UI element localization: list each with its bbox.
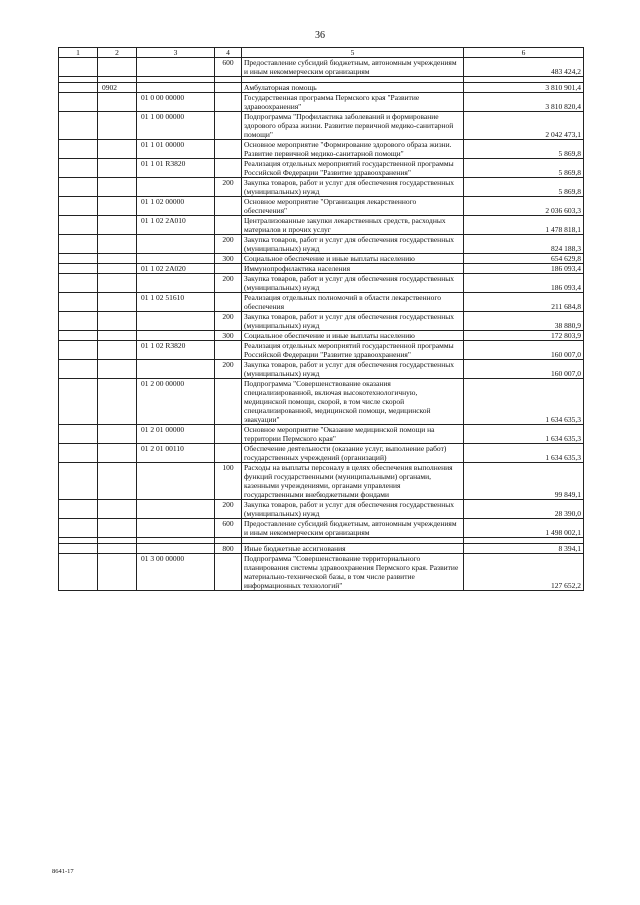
section-code-cell [98,463,137,500]
item-name-cell: Основное мероприятие "Формирование здорового образа жизни. Развитие первичной медико-санитарной помощи" [242,140,464,159]
empty-cell-col-1 [59,544,98,554]
target-article-cell [137,500,215,519]
expense-type-cell [215,112,242,140]
item-name-cell: Социальное обеспечение и иные выплаты населению [242,254,464,264]
table-row [59,293,584,312]
amount-cell: 186 093,4 [464,264,584,274]
target-article-cell: 01 1 02 51610 [137,293,215,312]
empty-cell-col-1 [59,197,98,216]
section-code-cell [98,140,137,159]
amount-cell: 99 849,1 [464,463,584,500]
table-row [59,341,584,360]
item-name-cell: Иммунопрофилактика населения [242,264,464,274]
section-code-cell [98,159,137,178]
target-article-cell [137,360,215,379]
expense-type-cell: 200 [215,500,242,519]
header-col-6: 6 [464,48,584,58]
table-row [59,425,584,444]
item-name-cell: Закупка товаров, работ и услуг для обеспечения государственных (муниципальных) нужд [242,274,464,293]
section-code-cell: 0902 [98,83,137,93]
amount-cell: 160 007,0 [464,360,584,379]
section-code-cell [98,274,137,293]
empty-cell-col-1 [59,463,98,500]
table-row [59,159,584,178]
empty-cell-col-1 [59,519,98,538]
empty-cell-col-1 [59,379,98,425]
target-article-cell: 01 2 00 00000 [137,379,215,425]
expense-type-cell [215,341,242,360]
empty-cell-col-1 [59,341,98,360]
expense-type-cell: 200 [215,312,242,331]
target-article-cell: 01 1 00 00000 [137,112,215,140]
expense-type-cell [215,444,242,463]
target-article-cell [137,544,215,554]
target-article-cell: 01 1 02 2A020 [137,264,215,274]
empty-cell-col-1 [59,93,98,112]
amount-cell: 127 652,2 [464,554,584,591]
item-name-cell: Предоставление субсидий бюджетным, автономным учреждениям и иным некоммерческим организациям [242,58,464,77]
target-article-cell [137,331,215,341]
expense-type-cell [215,379,242,425]
table-row [59,554,584,591]
section-code-cell [98,254,137,264]
target-article-cell: 01 1 01 R3820 [137,159,215,178]
page-number: 36 [315,30,325,41]
section-code-cell [98,331,137,341]
amount-cell: 3 810 901,4 [464,83,584,93]
item-name-cell: Социальное обеспечение и иные выплаты населению [242,331,464,341]
table-row [59,216,584,235]
section-code-cell [98,544,137,554]
expense-type-cell: 200 [215,235,242,254]
section-code-cell [98,58,137,77]
section-code-cell [98,93,137,112]
header-col-2: 2 [98,48,137,58]
empty-cell-col-1 [59,444,98,463]
empty-cell-col-1 [59,112,98,140]
section-code-cell [98,444,137,463]
table-row [59,140,584,159]
amount-cell: 1 634 635,3 [464,379,584,425]
empty-cell-col-1 [59,58,98,77]
expense-type-cell: 300 [215,331,242,341]
table-row [59,197,584,216]
section-code-cell [98,425,137,444]
target-article-cell [137,519,215,538]
expense-type-cell: 600 [215,519,242,538]
item-name-cell: Амбулаторная помощь [242,83,464,93]
amount-cell: 2 036 603,3 [464,197,584,216]
empty-cell-col-1 [59,293,98,312]
empty-cell-col-1 [59,360,98,379]
amount-cell: 5 869,8 [464,140,584,159]
target-article-cell: 01 1 01 00000 [137,140,215,159]
amount-cell: 5 869,8 [464,159,584,178]
section-code-cell [98,312,137,331]
expense-type-cell: 100 [215,463,242,500]
table-row [59,379,584,425]
section-code-cell [98,500,137,519]
table-row [59,360,584,379]
target-article-cell: 01 1 02 2A010 [137,216,215,235]
section-code-cell [98,235,137,254]
amount-cell: 483 424,2 [464,58,584,77]
header-row [59,48,584,58]
expense-type-cell [215,140,242,159]
amount-cell: 1 478 818,1 [464,216,584,235]
amount-cell: 186 093,4 [464,274,584,293]
header-col-3: 3 [137,48,215,58]
section-code-cell [98,216,137,235]
target-article-cell: 01 0 00 00000 [137,93,215,112]
target-article-cell: 01 3 00 00000 [137,554,215,591]
expense-type-cell [215,197,242,216]
expense-type-cell [215,159,242,178]
target-article-cell [137,254,215,264]
expense-type-cell [215,293,242,312]
target-article-cell [137,312,215,331]
table-row [59,519,584,538]
empty-cell-col-1 [59,254,98,264]
table-header [59,48,584,58]
item-name-cell: Расходы на выплаты персоналу в целях обеспечения выполнения функций государственными (муниципальными) органами, казенными учреждениями, органами управления государственными внебюджетными фондами [242,463,464,500]
section-code-cell [98,293,137,312]
empty-cell-col-1 [59,159,98,178]
item-name-cell: Предоставление субсидий бюджетным, автономным учреждениям и иным некоммерческим организациям [242,519,464,538]
section-code-cell [98,554,137,591]
section-code-cell [98,112,137,140]
section-code-cell [98,341,137,360]
item-name-cell: Закупка товаров, работ и услуг для обеспечения государственных (муниципальных) нужд [242,235,464,254]
amount-cell: 824 188,3 [464,235,584,254]
table-row [59,444,584,463]
empty-cell-col-1 [59,178,98,197]
section-code-cell [98,197,137,216]
item-name-cell: Основное мероприятие "Организация лекарственного обеспечения" [242,197,464,216]
table-body [59,58,584,591]
item-name-cell: Основное мероприятие "Оказание медицинской помощи на территории Пермского края" [242,425,464,444]
empty-cell-col-1 [59,274,98,293]
empty-cell-col-1 [59,312,98,331]
item-name-cell: Подпрограмма "Совершенствование оказания специализированной, включая высокотехнологичную, медицинской помощи, скорой, в том числе скорой специализированной, медицинской помощи, медицинской эвакуации" [242,379,464,425]
empty-cell-col-1 [59,500,98,519]
item-name-cell: Государственная программа Пермского края "Развитие здравоохранения" [242,93,464,112]
empty-cell-col-1 [59,140,98,159]
expense-type-cell [215,264,242,274]
table-row [59,331,584,341]
amount-cell: 211 684,8 [464,293,584,312]
item-name-cell: Закупка товаров, работ и услуг для обеспечения государственных (муниципальных) нужд [242,312,464,331]
item-name-cell: Закупка товаров, работ и услуг для обеспечения государственных (муниципальных) нужд [242,178,464,197]
header-col-5: 5 [242,48,464,58]
amount-cell: 1 498 002,1 [464,519,584,538]
empty-cell-col-1 [59,216,98,235]
target-article-cell: 01 2 01 00110 [137,444,215,463]
expense-type-cell [215,93,242,112]
table-row [59,235,584,254]
expense-type-cell [215,425,242,444]
target-article-cell [137,235,215,254]
table-row [59,178,584,197]
empty-cell-col-1 [59,554,98,591]
header-col-1: 1 [59,48,98,58]
item-name-cell: Обеспечение деятельности (оказание услуг, выполнение работ) государственных учреждений (организаций) [242,444,464,463]
budget-table [58,47,584,591]
section-code-cell [98,264,137,274]
empty-cell-col-1 [59,331,98,341]
document-code: 8641-17 [52,868,74,875]
table-row [59,274,584,293]
expense-type-cell: 600 [215,58,242,77]
expense-type-cell [215,216,242,235]
amount-cell: 2 042 473,1 [464,112,584,140]
empty-cell-col-1 [59,235,98,254]
item-name-cell: Реализация отдельных мероприятий государственной программы Российской Федерации "Развитие здравоохранения" [242,341,464,360]
section-code-cell [98,178,137,197]
item-name-cell: Реализация отдельных мероприятий государственной программы Российской Федерации "Развитие здравоохранения" [242,159,464,178]
section-code-cell [98,360,137,379]
item-name-cell: Централизованные закупки лекарственных средств, расходных материалов и прочих услуг [242,216,464,235]
amount-cell: 172 803,9 [464,331,584,341]
target-article-cell [137,83,215,93]
table-row [59,58,584,77]
table-row [59,254,584,264]
table-row [59,83,584,93]
header-col-4: 4 [215,48,242,58]
amount-cell: 38 880,9 [464,312,584,331]
expense-type-cell: 800 [215,544,242,554]
item-name-cell: Закупка товаров, работ и услуг для обеспечения государственных (муниципальных) нужд [242,360,464,379]
amount-cell: 5 869,8 [464,178,584,197]
expense-type-cell: 300 [215,254,242,264]
amount-cell: 160 007,0 [464,341,584,360]
table-row [59,264,584,274]
expense-type-cell: 200 [215,274,242,293]
table-row [59,93,584,112]
section-code-cell [98,519,137,538]
target-article-cell [137,58,215,77]
amount-cell: 654 629,8 [464,254,584,264]
expense-type-cell [215,83,242,93]
item-name-cell: Закупка товаров, работ и услуг для обеспечения государственных (муниципальных) нужд [242,500,464,519]
item-name-cell: Подпрограмма "Профилактика заболеваний и формирование здорового образа жизни. Развитие первичной медико-санитарной помощи" [242,112,464,140]
amount-cell: 3 810 820,4 [464,93,584,112]
target-article-cell [137,463,215,500]
table-row [59,544,584,554]
empty-cell-col-1 [59,83,98,93]
target-article-cell: 01 1 02 00000 [137,197,215,216]
table-row [59,463,584,500]
target-article-cell: 01 1 02 R3820 [137,341,215,360]
section-code-cell [98,379,137,425]
expense-type-cell: 200 [215,360,242,379]
expense-type-cell [215,554,242,591]
item-name-cell: Подпрограмма "Совершенствование территориального планирования системы здравоохранения Пермского края. Развитие материально-технической базы, в том числе развитие информационных технологий" [242,554,464,591]
target-article-cell [137,178,215,197]
amount-cell: 1 634 635,3 [464,425,584,444]
table-row [59,112,584,140]
table-row [59,312,584,331]
target-article-cell [137,274,215,293]
item-name-cell: Иные бюджетные ассигнования [242,544,464,554]
target-article-cell: 01 2 01 00000 [137,425,215,444]
item-name-cell: Реализация отдельных полномочий в области лекарственного обеспечения [242,293,464,312]
table-row [59,500,584,519]
amount-cell: 8 394,1 [464,544,584,554]
expense-type-cell: 200 [215,178,242,197]
empty-cell-col-1 [59,425,98,444]
amount-cell: 1 634 635,3 [464,444,584,463]
amount-cell: 28 390,0 [464,500,584,519]
empty-cell-col-1 [59,264,98,274]
